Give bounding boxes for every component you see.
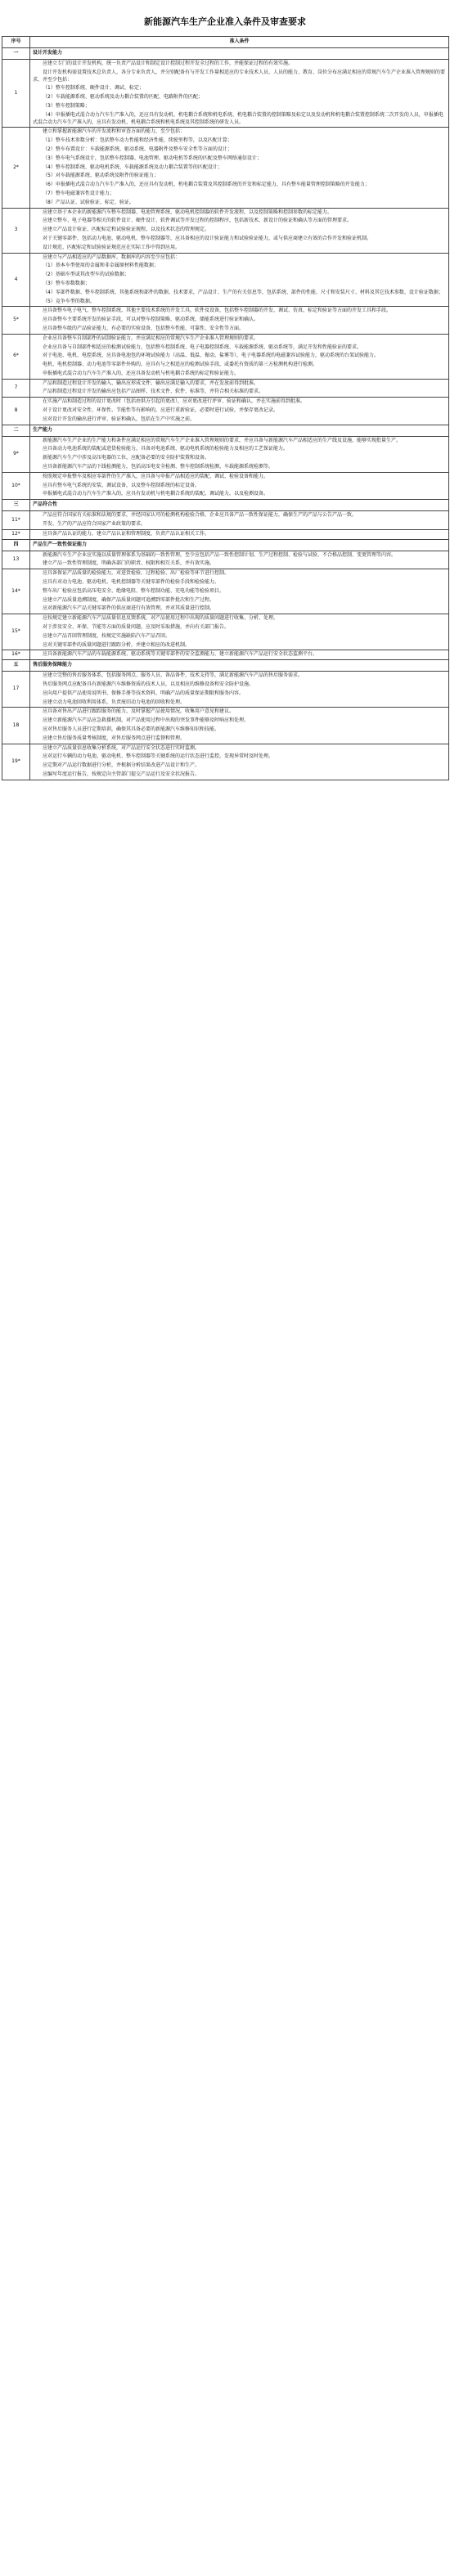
table-row xyxy=(2,128,449,208)
requirement-text: 应建立产品质量追溯制度，确保产品质量问题可追溯到零部件批次和生产过程。 xyxy=(43,596,215,603)
section-title: 设计开发能力 xyxy=(30,48,449,60)
requirement-text: 开发、生产的产品应符合国家产业政策的要求。 xyxy=(43,521,146,528)
requirement-text: 应建立动力电池回收利用体系，负责废旧动力电池的回收和处理。 xyxy=(43,699,186,705)
row-requirements xyxy=(30,60,449,128)
requirement-text: 申报插电式混合动力汽车生产准入的，应具有发动机与机电耦合系统的装配、调试能力，以及检测设备。 xyxy=(43,491,269,497)
row-number: 14* xyxy=(2,569,30,614)
table-row xyxy=(2,551,449,569)
requirement-text: （1）整车技术参数分析：包括整车动力性能和经济性能、续驶里程等，以及匹配计算； xyxy=(43,137,232,144)
table-header-row xyxy=(2,37,449,48)
requirement-text: 应建立与产品相适应的产品数据库，数据库的内容至少应包括： xyxy=(43,254,181,260)
requirements-table xyxy=(2,36,449,780)
row-number: 10* xyxy=(2,472,30,499)
section-row xyxy=(2,660,449,672)
row-number: 5* xyxy=(2,307,30,334)
row-requirements xyxy=(30,650,449,660)
row-requirements xyxy=(30,672,449,708)
table-row xyxy=(2,708,449,744)
requirement-text: 应具备整车主要系统开发的验证手段，可以对整车控制策略、驱动系统、储能系统进行验证和确认。 xyxy=(43,317,259,323)
table-row xyxy=(2,529,449,539)
requirement-text: 应建立产品质量信息收集分析系统，对产品运行安全状态进行实时监测。 xyxy=(43,744,200,751)
row-requirements xyxy=(30,307,449,334)
row-number: 2* xyxy=(2,128,30,208)
requirement-text: （5）竞争车型的数据。 xyxy=(43,298,95,304)
requirement-text: 对于电池、电机、电控系统，应具备电池包的环境试验能力（高温、低温、振动、盐雾等），电子电器系统的电磁兼容试验能力，驱动系统的台架试验能力。 xyxy=(43,353,380,359)
section-number: 四 xyxy=(2,539,30,551)
row-requirements xyxy=(30,334,449,379)
requirement-text: 应具备保证产品质量的检验能力，对进货检验、过程检验、出厂检验等环节进行控制。 xyxy=(43,570,230,577)
requirement-text: 应具备整车级的产品验证能力，有必要的实验设备，包括整车性能、可靠性、安全性等方面。 xyxy=(43,325,245,331)
row-requirements xyxy=(30,208,449,253)
table-row xyxy=(2,208,449,253)
table-row xyxy=(2,334,449,379)
requirement-text: 企业应具备与自制部件相适应的检测试验能力，包括整车控制系统、电子电器控制系统、车载能源系统、驱动系统等，满足开发和性能验证的要求。 xyxy=(43,344,362,350)
row-number: 19* xyxy=(2,744,30,780)
section-row xyxy=(2,48,449,60)
row-requirements xyxy=(30,614,449,650)
section-number: 二 xyxy=(2,425,30,436)
requirement-text: 应具备新能源汽车产品的下线检测能力，包括高压电安全检测、整车控制系统检测、车载能源系统检测等。 xyxy=(43,464,274,470)
table-row xyxy=(2,744,449,780)
table-row xyxy=(2,398,449,425)
requirement-text: 应具备对售出产品进行跟踪服务的能力，及时掌握产品使用情况，收集用户意见和建议。 xyxy=(43,708,235,715)
row-requirements xyxy=(30,529,449,539)
table-row xyxy=(2,614,449,650)
requirement-text: 产品和制造过程设计开发的输入、输出应形成文件，输出应满足输入的要求，并在发放前得到批准。 xyxy=(43,380,259,386)
row-number: 7 xyxy=(2,379,30,398)
requirement-text: （4）整车控制系统、驱动电机系统、车载能源系统及动力耦合装置等的匹配设计； xyxy=(43,164,223,170)
requirement-text: 产品应符合国家有关标准和法规的要求，并经国家认可的检测机构检验合格，企业应具备产品一致性保证能力，确保生产的产品与公告产品一致。 xyxy=(43,512,358,519)
table-row xyxy=(2,379,449,398)
section-title: 产品符合性 xyxy=(30,500,449,511)
requirement-text: 应向用户提供产品使用说明书、保修手册等技术资料，明确产品的质量保证期限和服务内容。 xyxy=(43,690,245,696)
header-content: 准入条件 xyxy=(30,37,449,48)
requirement-text: （1）整车控制系统、硬件设计、调试、标定； xyxy=(43,85,144,92)
row-requirements xyxy=(30,398,449,425)
requirement-text: （2）基础车型或其改型车的试验数据； xyxy=(43,272,129,278)
row-requirements xyxy=(30,472,449,499)
requirement-text: 新能源汽车生产企业应实施以质量管理体系为基础的一致性管理，至少应包括产品一致性控制计划、生产过程控制、检验与试验、不合格品控制、变更管理等内容。 xyxy=(43,551,397,558)
requirement-text: （1）基本车型使用的金属和非金属原材料性能数据； xyxy=(43,263,159,269)
section-row xyxy=(2,500,449,511)
section-number: 五 xyxy=(2,660,30,672)
section-number: 三 xyxy=(2,500,30,511)
requirement-text: 电机、电机控制器、动力电池等零部件外购的，应具有与之相适应的检测试验手段，或委托有资质的第三方检测机构进行检测。 xyxy=(43,362,318,368)
table-row xyxy=(2,307,449,334)
requirement-text: （4）申报插电式混合动力汽车生产准入的，还应具有发动机、机电耦合系统和机电系统、机电耦合装置的控制策略及标定以及发动机和机电耦合装置控制系统二次开发的人员，申报插电式混合动力汽车生产准入的，应具有发动机、机电耦合系统和机电系统及其控制系统的研发人员。 xyxy=(33,111,443,125)
requirement-text: 在实施产品和制造过程的设计更改时（包括由供方引起的更改），应对更改进行评审、验证和确认，并在实施前得到批准。 xyxy=(43,398,306,405)
requirement-text: 应建立完整的售后服务体系，包括服务网点、服务人员、备品备件、技术支持等，满足新能源汽车产品的售后服务需求。 xyxy=(43,672,304,679)
row-requirements xyxy=(30,128,449,208)
row-number: 6* xyxy=(2,334,30,379)
requirement-text: 应对运行车辆的动力电池、驱动电机、整车控制器等关键系统的运行状态进行监控，发现异常时及时处理。 xyxy=(43,753,274,760)
row-number: 13 xyxy=(2,551,30,569)
requirement-text: 应具备动力电池系统的装配或进货检验能力，具备对电池系统、驱动电机系统的检验能力及相应的工艺保证能力。 xyxy=(43,446,289,452)
requirement-text: 应对售后服务人员进行定期培训，确保其具备必要的新能源汽车维修知识和技能。 xyxy=(43,726,220,732)
table-row xyxy=(2,253,449,307)
table-row xyxy=(2,472,449,499)
requirement-text: （2）整车布置设计：车载能源系统、驱动系统、电器附件及整车安全性等方面的设计； xyxy=(43,146,232,152)
requirement-text: 对于设计更改对安全性、环保性、节能性等有影响的，应进行重新验证，必要时进行试验，并保存更改记录。 xyxy=(43,407,279,414)
row-requirements xyxy=(30,569,449,614)
requirement-text: 应建立专门的设计开发机构，统一负责产品设计和制定设计控制过程开发全过程的工作，并能保证过程的有效实施。 xyxy=(43,61,294,66)
row-number: 15* xyxy=(2,614,30,650)
requirement-text: 应具有整车电气系统的安装、调试设备，以及整车控制系统的标定设备。 xyxy=(43,482,200,488)
row-number: 4 xyxy=(2,253,30,307)
table-body xyxy=(2,48,449,780)
requirement-text: 应定期对产品运行数据进行分析，并根据分析结果改进产品设计和生产。 xyxy=(43,762,200,769)
requirement-text: 整车出厂检验应包括高压电安全、绝缘电阻、整车控制功能、充电功能等检验项目。 xyxy=(43,587,225,594)
requirement-text: 应对新能源汽车产品关键零部件的供应商进行有效管理，并对其质量进行控制。 xyxy=(43,605,215,612)
requirement-text: （3）整车控制策略； xyxy=(43,102,90,109)
requirement-text: （2）车载能源系统、驱动系统及动力耦合装置的匹配、电路附件的匹配； xyxy=(43,94,203,101)
header-num: 序号 xyxy=(2,37,30,48)
requirement-text: 应建立售后服务质量考核制度，对售后服务网点进行监督和管理。 xyxy=(43,735,186,741)
row-number: 1 xyxy=(2,60,30,128)
requirement-text: （4）零部件数据、整车控制系统、其他系统和部件的数据、技术要求，产品设计、生产的有关信息等，包括系统、部件的性能、尺寸和安装尺寸、材料及其它技术参数、设计验证数据； xyxy=(43,289,443,295)
section-number: 一 xyxy=(2,48,30,60)
requirement-text: 对于涉及安全、环保、节能等方面的质量问题，应及时采取措施，并向有关部门报告。 xyxy=(43,624,230,631)
requirement-text: 设计开发机构需设置技术总负责人、各分专业负责人，并分别配备有与开发工作量相适应的专业技术人员、人员的能力、教育、岗位分布应满足相应的常规汽车生产企业准入管理规则的要求，并至少包括： xyxy=(33,69,446,83)
requirement-text: （7）整车电磁兼容性设计能力； xyxy=(43,190,115,196)
requirement-text: 应对设计开发的输出进行评审、验证和确认，包括在生产中实施之前。 xyxy=(43,416,196,422)
requirement-text: 应具备产品认证的能力，建立产品认证和管理制度，负责产品认证相关工作。 xyxy=(43,530,210,537)
requirement-text: 对于关键零部件，包括动力电池、驱动电机、整车控制器等，应具备相应的设计验证能力和试验验证能力，或与供应商建立有效的合作开发和验证机制。 xyxy=(43,235,372,241)
requirement-text: （3）整车参数数据； xyxy=(43,280,90,286)
row-number: 17 xyxy=(2,672,30,708)
requirement-text: 建立产品一致性管理制度，明确各部门的职责、权限和相互关系，并有效实施。 xyxy=(43,560,215,567)
requirement-text: 应具备新能源汽车产品的车载能源系统、驱动系统等关键零部件的安全监测能力，建立新能源汽车产品运行安全状态监测平台。 xyxy=(43,651,318,658)
table-row xyxy=(2,569,449,614)
row-number: 9* xyxy=(2,436,30,472)
requirement-text: 产品和制造过程设计开发的输出应包括产品图样、技术文件、软件、标准等，并符合相关标准的要求。 xyxy=(43,389,264,395)
requirement-text: 应建立产品召回管理制度，按规定实施缺陷汽车产品召回。 xyxy=(43,632,171,639)
row-requirements xyxy=(30,253,449,307)
requirement-text: （3）整车电气系统设计，包括整车控制器、电池管理、驱动电机等系统的匹配及整车网络通信设计； xyxy=(43,155,262,161)
requirement-text: 应建立新能源汽车产品应急救援机制，对产品使用过程中出现的突发事件能够及时响应和处理。 xyxy=(43,717,250,724)
row-number: 8 xyxy=(2,398,30,425)
requirement-text: 应建立产品设计验证、匹配标定和试验验证规程，以及技术状态的管理规定。 xyxy=(43,227,210,233)
table-row xyxy=(2,436,449,472)
requirement-text: 应对关键零部件的质量问题进行跟踪分析，并建立相应的改进机制。 xyxy=(43,641,191,648)
row-number: 12* xyxy=(2,529,30,539)
section-row xyxy=(2,539,449,551)
requirement-text: 应按规定建立新能源汽车产品质量信息反馈系统，对产品使用过程中出现的质量问题进行收集、分析、处理。 xyxy=(43,615,279,622)
requirement-text: 按照规定申报整车及相应零部件的生产准入，应具备与申报产品相适应的装配、调试、检验设备和能力。 xyxy=(43,473,269,479)
table-row xyxy=(2,60,449,128)
row-number: 18 xyxy=(2,708,30,744)
requirement-text: 建立和掌握新能源汽车的开发流程和审查方面的能力，至少包括： xyxy=(43,128,186,135)
requirement-text: 应具备整车电子电气、整车控制系统，其他主要技术系统的开发工具，软件及设备，包括整车控制器的开发、调试、仿真、标定和验证等方面的开发工具和手段。 xyxy=(43,308,392,314)
requirement-text: （8）产品认证、试验验证、标定、验证。 xyxy=(43,199,134,205)
section-title: 产品生产一致性保证能力 xyxy=(30,539,449,551)
row-requirements xyxy=(30,744,449,780)
table-row xyxy=(2,650,449,660)
row-requirements xyxy=(30,708,449,744)
requirement-text: 新能源汽车生产企业的生产能力和条件应满足相应的常规汽车生产企业准入管理规则的要求，并应具备与新能源汽车产品相适应的生产线及设施，能够实现批量生产。 xyxy=(43,437,402,443)
requirement-text: （6）申报插电式混合动力汽车生产准入的，还应具有发动机、机电耦合装置及其控制系统的开发和标定能力，具有整车能量管理控制策略的开发能力； xyxy=(43,182,370,188)
document-title: 新能源汽车生产企业准入条件及审查要求 xyxy=(144,16,306,27)
requirement-text: 申报插电式混合动力汽车生产准入的，还应具备发动机与机电耦合系统的标定和验证能力。 xyxy=(43,370,240,376)
section-title: 生产能力 xyxy=(30,425,449,436)
requirement-text: 应建立基于本企业的新能源汽车整车控制器、电池管理系统、驱动电机控制器的软件开发流程，以及控制策略和控制参数的标定能力。 xyxy=(43,209,333,215)
requirement-text: 设计规范、匹配标定和试验验证规范应在实际工作中得到应用。 xyxy=(43,244,181,250)
requirement-text: 应建立整车、电子电器等相关的软件设计、硬件设计、软件调试等开发过程的控制程序，包括新技术、新设计的验证和确认等方面的管理要求。 xyxy=(43,218,353,224)
row-number: 11* xyxy=(2,511,30,530)
table-row xyxy=(2,511,449,530)
table-row xyxy=(2,672,449,708)
requirement-text: 应具有对动力电池、驱动电机、电机控制器等关键零部件的检验手段和检验能力。 xyxy=(43,579,220,586)
row-number: 16* xyxy=(2,650,30,660)
section-row xyxy=(2,425,449,436)
requirement-text: 企业应具备整车自制部件的试制验证能力，并应满足相应的常规汽车生产企业准入管理规则的要求。 xyxy=(43,335,259,341)
requirement-text: 新能源汽车生产中涉及高压电器的工位，应配备必要的安全防护装置和设备。 xyxy=(43,455,210,461)
section-title: 售后服务保障能力 xyxy=(30,660,449,672)
requirement-text: 应编写年度运行报告，按规定向主管部门提交产品运行及安全状况报告。 xyxy=(43,771,200,777)
row-number: 3 xyxy=(2,208,30,253)
requirement-text: 售后服务网点应配备具有新能源汽车维修资质的技术人员，以及相应的维修设备和安全防护设施。 xyxy=(43,681,254,687)
row-requirements xyxy=(30,436,449,472)
requirement-text: （5）对车载能源系统、驱动系统及附件的验证能力； xyxy=(43,173,159,179)
row-requirements xyxy=(30,511,449,530)
row-requirements xyxy=(30,551,449,569)
row-requirements xyxy=(30,379,449,398)
